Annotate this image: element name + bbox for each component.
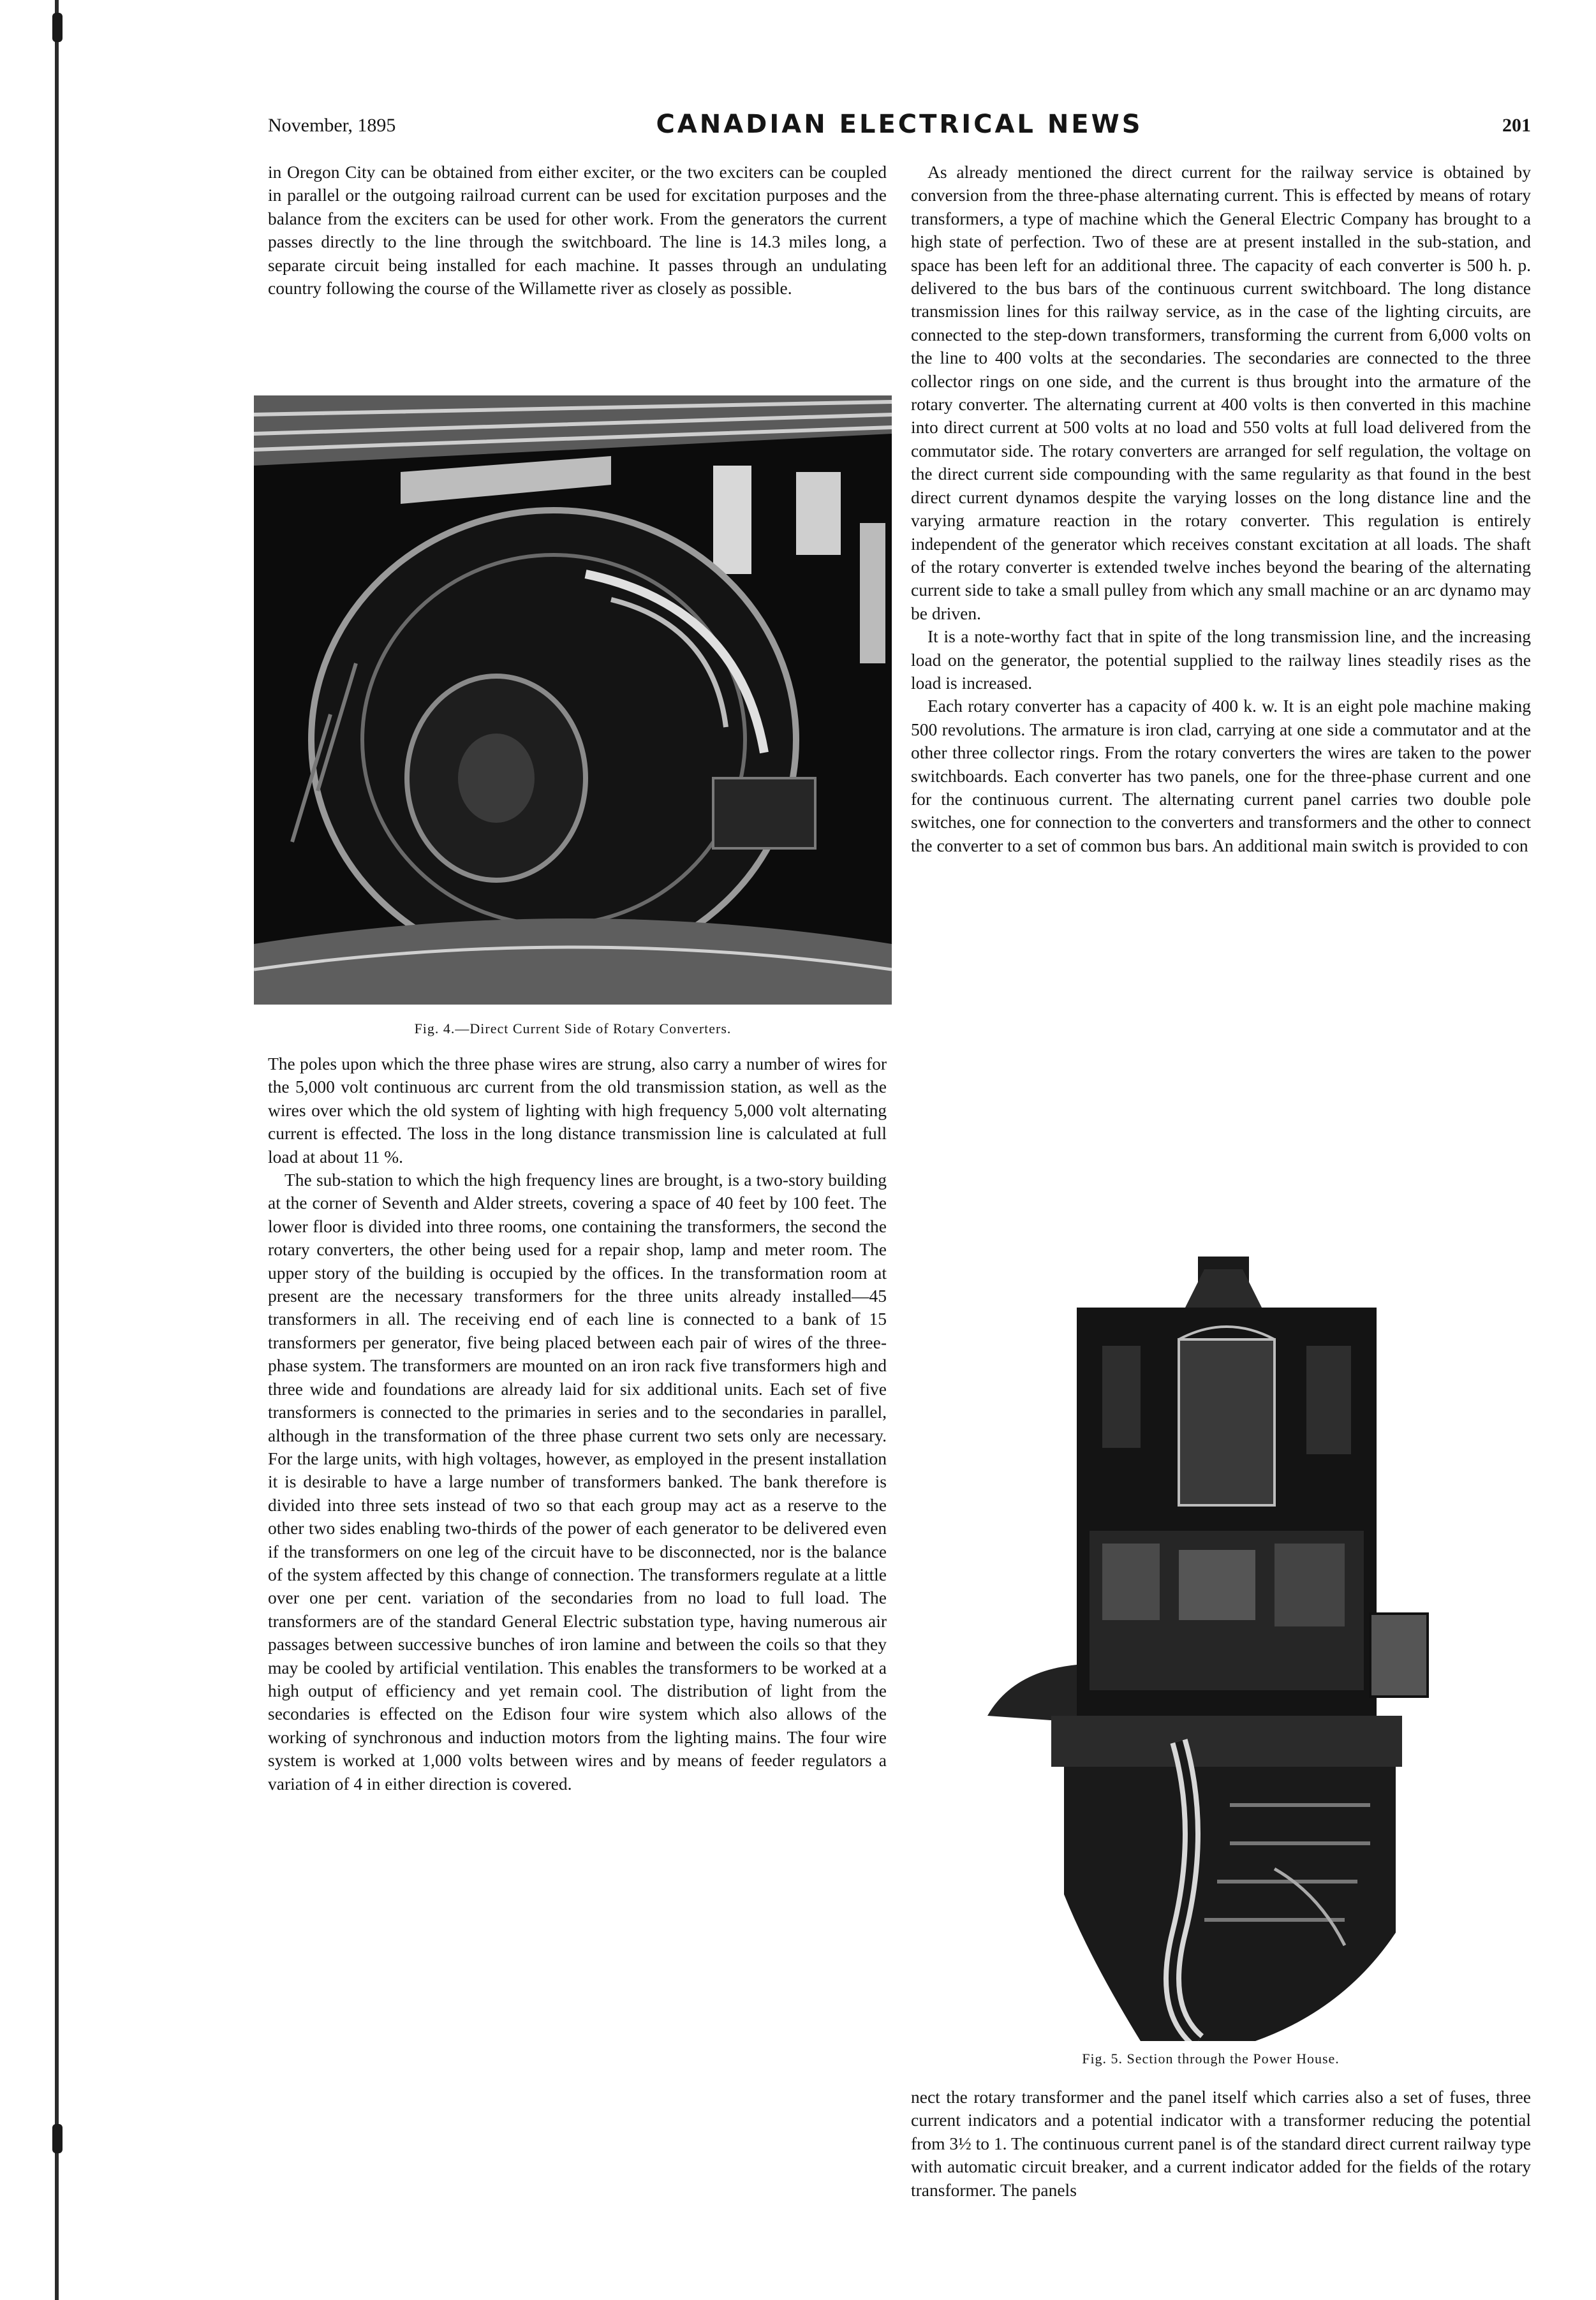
paragraph: The sub-station to which the high frequency lines are brought, is a two-story building at the corner of Seventh and Alder streets, covering a space of 40 feet by 100 feet. The lower floor is divided into three rooms, one containing the transformers, the second the rotary converters, the other being used for a repair shop, lamp and meter room. The upper story of the building is occupied by the offices. In the transformation room at present are the necessary transformers for the three units already installed—45 transformers in all. The receiving end of each line is connected to a bank of 15 transformers per generator, five being placed between each pair of wires of the three-phase system. The transformers are mounted on an iron rack five transformers high and three wide and foundations are already laid for six additional units. Each set of five transformers is connected to the primaries in series and to the secondaries in parallel, although in the transformation of the three phase current two sets only are necessary. For the large units, with high voltages, however, as employed in the present installation it is desirable to have a large number of transformers banked. The bank therefore is divided into three sets instead of two so that each group may act as a reserve to the other two sides enabling two-thirds of the power of each generator to be delivered even if the transformers on one leg of the circuit have to be disconnected, nor is the balance of the system affected by this change of connection. The transformers regulate at a little over one per cent. variation of the secondaries from no load to full load. The transformers are of the standard General Electric substation type, having numerous air passages between successive bunches of iron lamine and between the coils so that they may be cooled by artificial ventilation. This enables the transformers to be worked at a high output of efficiency and yet remain cool. The distribution of light from the secondaries is effected on the Edison four wire system which also allows of the working of synchronous and induction motors from the lighting mains. The four wire system is worked at 1,000 volts between wires and by means of feeder regulators a variation of 4 in either direction is covered. xyxy=(268,1170,887,1794)
paragraph: It is a note-worthy fact that in spite of the long transmission line, and the increasing load on the generator, the potential supplied to the railway lines steadily rises as the load is increased. xyxy=(911,626,1531,693)
journal-title: CANADIAN ELECTRICAL NEWS xyxy=(656,110,1143,139)
left-column-bottom xyxy=(268,1052,887,1795)
figure-4-caption: Fig. 4.—Direct Current Side of Rotary Converters. xyxy=(414,1021,732,1036)
binding-knob xyxy=(52,2124,63,2153)
paragraph: As already mentioned the direct current for the railway service is obtained by conversion from the three-phase alternating current. This is effected by means of rotary transformers, a type of machine which the General Electric Company has brought to a high state of perfection. Two of these are at present installed in the sub-station, and space has been left for an additional three. The capacity of each converter is 500 h. p. delivered to the bus bars of the continuous current switchboard. The long distance transmission lines for this railway service, as in the case of the lighting circuits, are connected to the step-down transformers, transforming the current from 6,000 volts on the line to 400 volts at the secondaries. The secondaries are connected to the three collector rings on one side, and the current is thus brought into the armature of the rotary converter. The alternating current at 400 volts is then converted in this machine into direct current at 500 volts at no load and 550 volts at full load delivered from the commutator side. The rotary converters are arranged for self regulation, the voltage on the direct current side compounding with the same regularity as that found in the best direct current dynamos despite the varying losses on the long distance line and the varying armature reaction in the rotary converter. This regulation is entirely independent of the generator which receives constant excitation at all loads. The shaft of the rotary converter is extended twelve inches beyond the bearing of the alternating current side to take a small pulley from which any small machine or an arc dynamo may be driven. xyxy=(911,162,1531,623)
binding-knob xyxy=(52,13,63,42)
paragraph: Each rotary converter has a capacity of 400 k. w. It is an eight pole machine making 500 revolutions. The armature is iron clad, carrying at one side a commutator and at the other three collector rings. From the rotary converters the wires are taken to the power switchboards. Each converter has two panels, one for the three-phase current and one for the continuous current. The alternating current panel carries two double pole switches, one for connection to the converters and transformers and the other to connect the converter to a set of common bus bars. An additional main switch is provided to con xyxy=(911,696,1531,855)
header-date: November, 1895 xyxy=(268,115,396,136)
binding-edge xyxy=(55,0,59,2300)
rotary-converter-illustration xyxy=(254,395,892,1005)
right-column-top xyxy=(911,161,1531,857)
figure-5-caption: Fig. 5. Section through the Power House. xyxy=(1082,2051,1340,2067)
figure-5-section xyxy=(987,1257,1434,2041)
paragraph: in Oregon City can be obtained from either exciter, or the two exciters can be coupled in parallel or the outgoing railroad current can be used for excitation purposes and the balance from the exciters can be used for other work. From the generators the current passes directly to the line through the switchboard. The line is 14.3 miles long, a separate circuit being installed for each machine. It passes through an undulating country following the course of the Willamette river as closely as possible. xyxy=(268,162,887,299)
right-column-bottom xyxy=(911,2086,1531,2202)
paragraph: nect the rotary transformer and the panel itself which carries also a set of fuses, three current indicators and a potential indicator with a transformer reducing the potential from 3½ to 1. The continuous current panel is of the standard direct current railway type with automatic circuit breaker, and a current indicator added for the fields of the rotary transformer. The panels xyxy=(911,2087,1531,2200)
power-house-section-illustration xyxy=(987,1257,1434,2041)
figure-4-photo xyxy=(254,395,892,1005)
page-number: 201 xyxy=(1502,115,1531,136)
running-header xyxy=(268,110,1531,149)
left-column-top xyxy=(268,161,887,300)
paragraph: The poles upon which the three phase wires are strung, also carry a number of wires for the 5,000 volt continuous arc current from the old transmission station, as well as the wires over which the old system of lighting with high frequency 5,000 volt alternating current is effected. The loss in the long distance transmission line is calculated at full load at about 11 %. xyxy=(268,1054,887,1167)
